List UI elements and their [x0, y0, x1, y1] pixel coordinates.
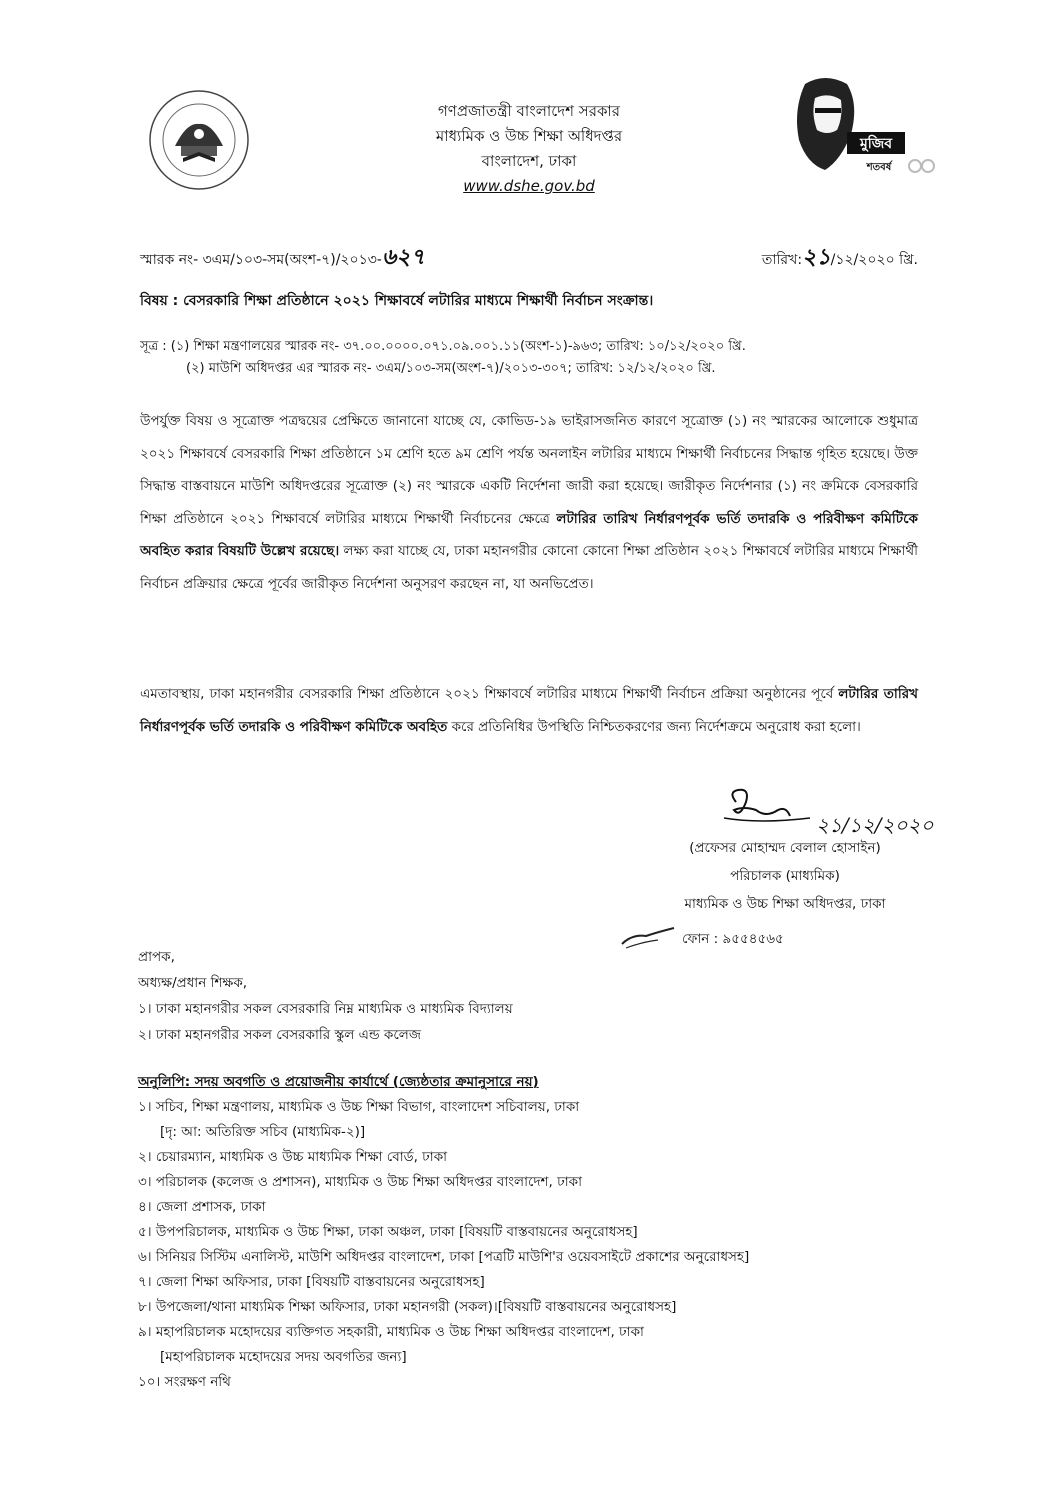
header-website-link[interactable]: www.dshe.gov.bd [463, 177, 595, 195]
copy-item-note: [মহাপরিচালক মহোদয়ের সদয় অবগতির জন্য] [160, 1349, 407, 1365]
header-directorate: মাধ্যমিক ও উচ্চ শিক্ষা অধিদপ্তর [435, 127, 623, 145]
mujib-logo-text: মুজিব [859, 136, 893, 152]
reference-2: (২) মাউশি অধিদপ্তর এর স্মারক নং- ৩এম/১০৩-সম(অংশ-৭)/২০১৩-৩০৭; তারিখ: ১২/১২/২০২০ খ্রি. [186, 361, 716, 376]
references-label: সূত্র : [140, 339, 167, 354]
copy-item: ৬। সিনিয়র সিস্টিম এনালিস্ট, মাউশি অধিদপ্তর বাংলাদেশ, ঢাকা [পত্রটি মাউশি'র ওয়েবসাইটে প্রকাশের অনুরোধসহ] [138, 1249, 750, 1265]
signatory-designation: পরিচালক (মাধ্যমিক) [730, 868, 840, 884]
para2-text-c: করে প্রতিনিধির উপস্থিতি নিশ্চিতকরণের জন্য নির্দেশক্রমে অনুরোধ করা হলো। [447, 718, 861, 735]
references [140, 336, 746, 380]
signature-block [640, 834, 930, 918]
copy-list [138, 1070, 749, 1395]
letterhead [0, 99, 1058, 199]
memo-prefix: স্মারক নং- ৩এম/১০৩-সম(অংশ-৭)/২০১৩- [140, 252, 382, 268]
copy-item: ১০। সংরক্ষণ নথি [138, 1374, 231, 1390]
reference-1: (১) শিক্ষা মন্ত্রণালয়ের স্মারক নং- ৩৭.০০.০০০০.০৭১.০৯.০০১.১১(অংশ-১)-৯৬৩; তারিখ: ১০/১২/২০২০ খ্রি. [170, 339, 746, 354]
initial-stamp [618, 924, 678, 950]
recipients [138, 944, 513, 1048]
copy-item: ৯। মহাপরিচালক মহোদয়ের ব্যক্তিগত সহকারী, মাধ্যমিক ও উচ্চ শিক্ষা অধিদপ্তর বাংলাদেশ, ঢাকা [138, 1324, 644, 1340]
date-prefix: তারিখ: [761, 252, 803, 268]
para1-text-c: লক্ষ্য করা যাচ্ছে যে, ঢাকা মহানগরীর কোনো কোনো শিক্ষা প্রতিষ্ঠান ২০২১ শিক্ষাবর্ষে লটারির মাধ্যমে শিক্ষার্থী নির্বাচন প্রক্রিয়ার ক্ষেত্রে পূর্বের জারীকৃত নির্দেশনা অনুসরণ করছেন না, যা অনভিপ্রেত। [140, 543, 918, 592]
recipient-item: ২। ঢাকা মহানগরীর সকল বেসরকারি স্কুল এন্ড কলেজ [138, 1027, 421, 1043]
copy-item: ৮। উপজেলা/থানা মাধ্যমিক শিক্ষা অফিসার, ঢাকা মহানগরী (সকল)।[বিষয়টি বাস্তবায়নের অনুরোধসহ] [138, 1299, 677, 1315]
copy-item: ৫। উপপরিচালক, মাধ্যমিক ও উচ্চ শিক্ষা, ঢাকা অঞ্চল, ঢাকা [বিষয়টি বাস্তবায়নের অনুরোধসহ] [138, 1224, 638, 1240]
subject-line: বিষয় : বেসরকারি শিক্ষা প্রতিষ্ঠানে ২০২১ শিক্ষাবর্ষে লটারির মাধ্যমে শিক্ষার্থী নির্বাচন সংক্রান্ত। [140, 293, 654, 309]
recipient-item: ১। ঢাকা মহানগরীর সকল বেসরকারি নিম্ন মাধ্যমিক ও মাধ্যমিক বিদ্যালয় [138, 1001, 513, 1017]
copy-item: ৭। জেলা শিক্ষা অফিসার, ঢাকা [বিষয়টি বাস্তবায়নের অনুরোধসহ] [138, 1274, 485, 1290]
para2-text-bold: লটারির তারিখ নির্ধারণপূর্বক ভর্তি তদারকি ও পরিবীক্ষণ কমিটিকে অবহিত [140, 686, 918, 735]
mujib-logo-subtext: শতবর্ষ [866, 162, 892, 173]
para2-text-a: এমতাবস্থায়, ঢাকা মহানগরীর বেসরকারি শিক্ষা প্রতিষ্ঠানে ২০২১ শিক্ষাবর্ষে লটারির মাধ্যমে শিক্ষার্থী নির্বাচন প্রক্রিয়া অনুষ্ঠানের পূর্বে [140, 686, 839, 702]
memo-handwritten-number: ৬২৭ [381, 244, 425, 270]
copy-list-heading: অনুলিপি: সদয় অবগতি ও প্রয়োজনীয় কার্যার্থে (জ্যেষ্ঠতার ক্রমানুসারে নয়) [138, 1074, 539, 1090]
signature-handwritten-date: ২১/১২/২০২০ [816, 813, 934, 837]
recipients-label: প্রাপক, [138, 949, 175, 965]
memo-date [762, 240, 918, 277]
signatory-name: (প্রফেসর মোহাম্মদ বেলাল হোসাইন) [689, 840, 881, 856]
header-location: বাংলাদেশ, ঢাকা [481, 152, 577, 170]
para1-text-a: উপর্যুক্ত বিষয় ও সূত্রোক্ত পত্রদ্বয়ের প্রেক্ষিতে জানানো যাচ্ছে যে, কোভিড-১৯ ভাইরাসজনিত কারণে সূত্রোক্ত (১) নং স্মারকের আলোকে শুধুমাত্র ২০২১ শিক্ষাবর্ষে বেসরকারি শিক্ষা প্রতিষ্ঠানে ১ম শ্রেণি হতে ৯ম শ্রেণি পর্যন্ত অনলাইন লটারির মাধ্যমে শিক্ষার্থী নির্বাচনের সিদ্ধান্ত গৃহিত হয়েছে। উক্ত সিদ্ধান্ত বাস্তবায়নে মাউশি অধিদপ্তরের সূত্রোক্ত (২) নং স্মারকে একটি নির্দেশনা জারী করা হয়েছে। জারীকৃত নির্দেশনার (১) নং ক্রমিকে বেসরকারি শিক্ষা প্রতিষ্ঠানে ২০২১ শিক্ষাবর্ষে লটারির মাধ্যমে শিক্ষার্থী নির্বাচনের ক্ষেত্রে [140, 413, 918, 527]
body-paragraph-1 [140, 405, 918, 600]
copy-item-note: [দৃ: আ: অতিরিক্ত সচিব (মাধ্যমিক-২)] [160, 1124, 366, 1140]
recipients-salutation: অধ্যক্ষ/প্রধান শিক্ষক, [138, 975, 248, 991]
body-paragraph-2 [140, 678, 918, 743]
copy-item: ৪। জেলা প্রশাসক, ঢাকা [138, 1199, 266, 1215]
signatory-phone: ফোন : ৯৫৫৪৫৬৫ [682, 931, 784, 947]
date-suffix: /১২/২০২০ খ্রি. [830, 252, 918, 268]
memo-number [140, 240, 425, 277]
header-government: গণপ্রজাতন্ত্রী বাংলাদেশ সরকার [437, 102, 621, 120]
date-handwritten-day: ২১ [802, 244, 831, 270]
copy-item: ৩। পরিচালক (কলেজ ও প্রশাসন), মাধ্যমিক ও উচ্চ শিক্ষা অধিদপ্তর বাংলাদেশ, ঢাকা [138, 1174, 583, 1190]
signatory-office: মাধ্যমিক ও উচ্চ শিক্ষা অধিদপ্তর, ঢাকা [684, 896, 886, 912]
copy-item: ২। চেয়ারম্যান, মাধ্যমিক ও উচ্চ মাধ্যমিক শিক্ষা বোর্ড, ঢাকা [138, 1149, 448, 1165]
copy-item: ১। সচিব, শিক্ষা মন্ত্রণালয়, মাধ্যমিক ও উচ্চ শিক্ষা বিভাগ, বাংলাদেশ সচিবালয়, ঢাকা [138, 1099, 580, 1115]
para1-text-bold: লটারির তারিখ নির্ধারণপূর্বক ভর্তি তদারকি ও পরিবীক্ষণ কমিটিকে অবহিত করার বিষয়টি উল্লেখ রয়েছে। [140, 510, 918, 559]
